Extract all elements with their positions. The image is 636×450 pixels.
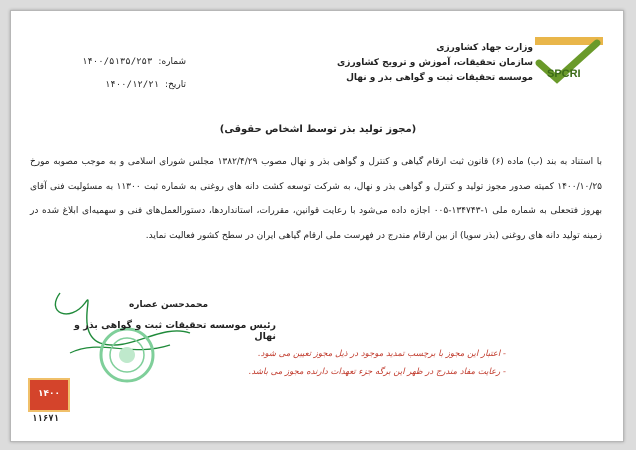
signatory-role: رئیس موسسه تحقیقات ثبت و گواهی بذر و نهال — [74, 320, 276, 342]
note-item: - رعایت مفاد مندرج در ظهر این برگه جزء تعهدات دارنده مجوز می باشد. — [248, 367, 506, 377]
ministry-name: وزارت جهاد کشاورزی — [436, 43, 533, 53]
renewal-label — [28, 378, 70, 412]
institute-logo-icon — [533, 33, 605, 85]
letter-number-row — [36, 51, 186, 74]
letter-date-row — [36, 74, 186, 97]
note-item: - اعتبار این مجوز با برچسب تمدید موجود در ذیل مجوز تعیین می شود. — [257, 349, 506, 359]
organization-name: سازمان تحقیقات، آموزش و ترویج کشاورزی — [337, 58, 533, 68]
signatory-name: محمدحسن عصاره — [128, 300, 209, 310]
notes-list — [126, 345, 506, 381]
document-body: با استناد به بند (ب) ماده (۶) قانون ثبت ارقام گیاهی و کنترل و گواهی بذر و نهال مصوب ۱۳۸۲/۴/۲۹ مجلس شورای اسلامی و به موجب مصوبه مورخ ۱۴۰۰/۱۰/۲۵ کمیته صدور مجوز تولید و کنترل و گواهی بذر و نهال، به شرکت توسعه کشت دانه های روغنی به شماره ثبت ۱۱۳۰۰ به مسئولیت فنی آقای بهروز فتحعلی به شماره ملی ۱-۱۳۴۷۴۳-۰۰۵ اجازه داده می‌شود با رعایت قوانین، مقررات، استانداردها، دستورالعمل‌های فنی و سهمیه‌ای ابلاغ شده در زمینه تولید دانه های روغنی (بذر سویا) از بین ارقام مندرج در فهرست ملی ارقام گیاهی ایران در سطح کشور فعالیت نماید. — [30, 157, 602, 241]
date-label: تاریخ: — [165, 80, 186, 90]
date-value: ۱۴۰۰/۱۲/۲۱ — [104, 80, 160, 90]
institute-name: موسسه تحقیقات ثبت و گواهی بذر و نهال — [346, 73, 533, 83]
document-title: (مجوز تولید بذر توسط اشخاص حقوقی) — [219, 124, 417, 135]
letter-meta — [36, 51, 186, 97]
number-value: ۱۴۰۰/۵۱۳۵/۲۵۳ — [81, 57, 153, 67]
renewal-year: ۱۴۰۰ — [38, 389, 60, 399]
number-label: شماره: — [158, 57, 186, 67]
renewal-number: ۱۱۶۷۱ — [32, 414, 60, 424]
svg-text:SPCRI: SPCRI — [547, 68, 581, 80]
signature-block — [61, 300, 276, 342]
organization-header — [303, 41, 533, 86]
